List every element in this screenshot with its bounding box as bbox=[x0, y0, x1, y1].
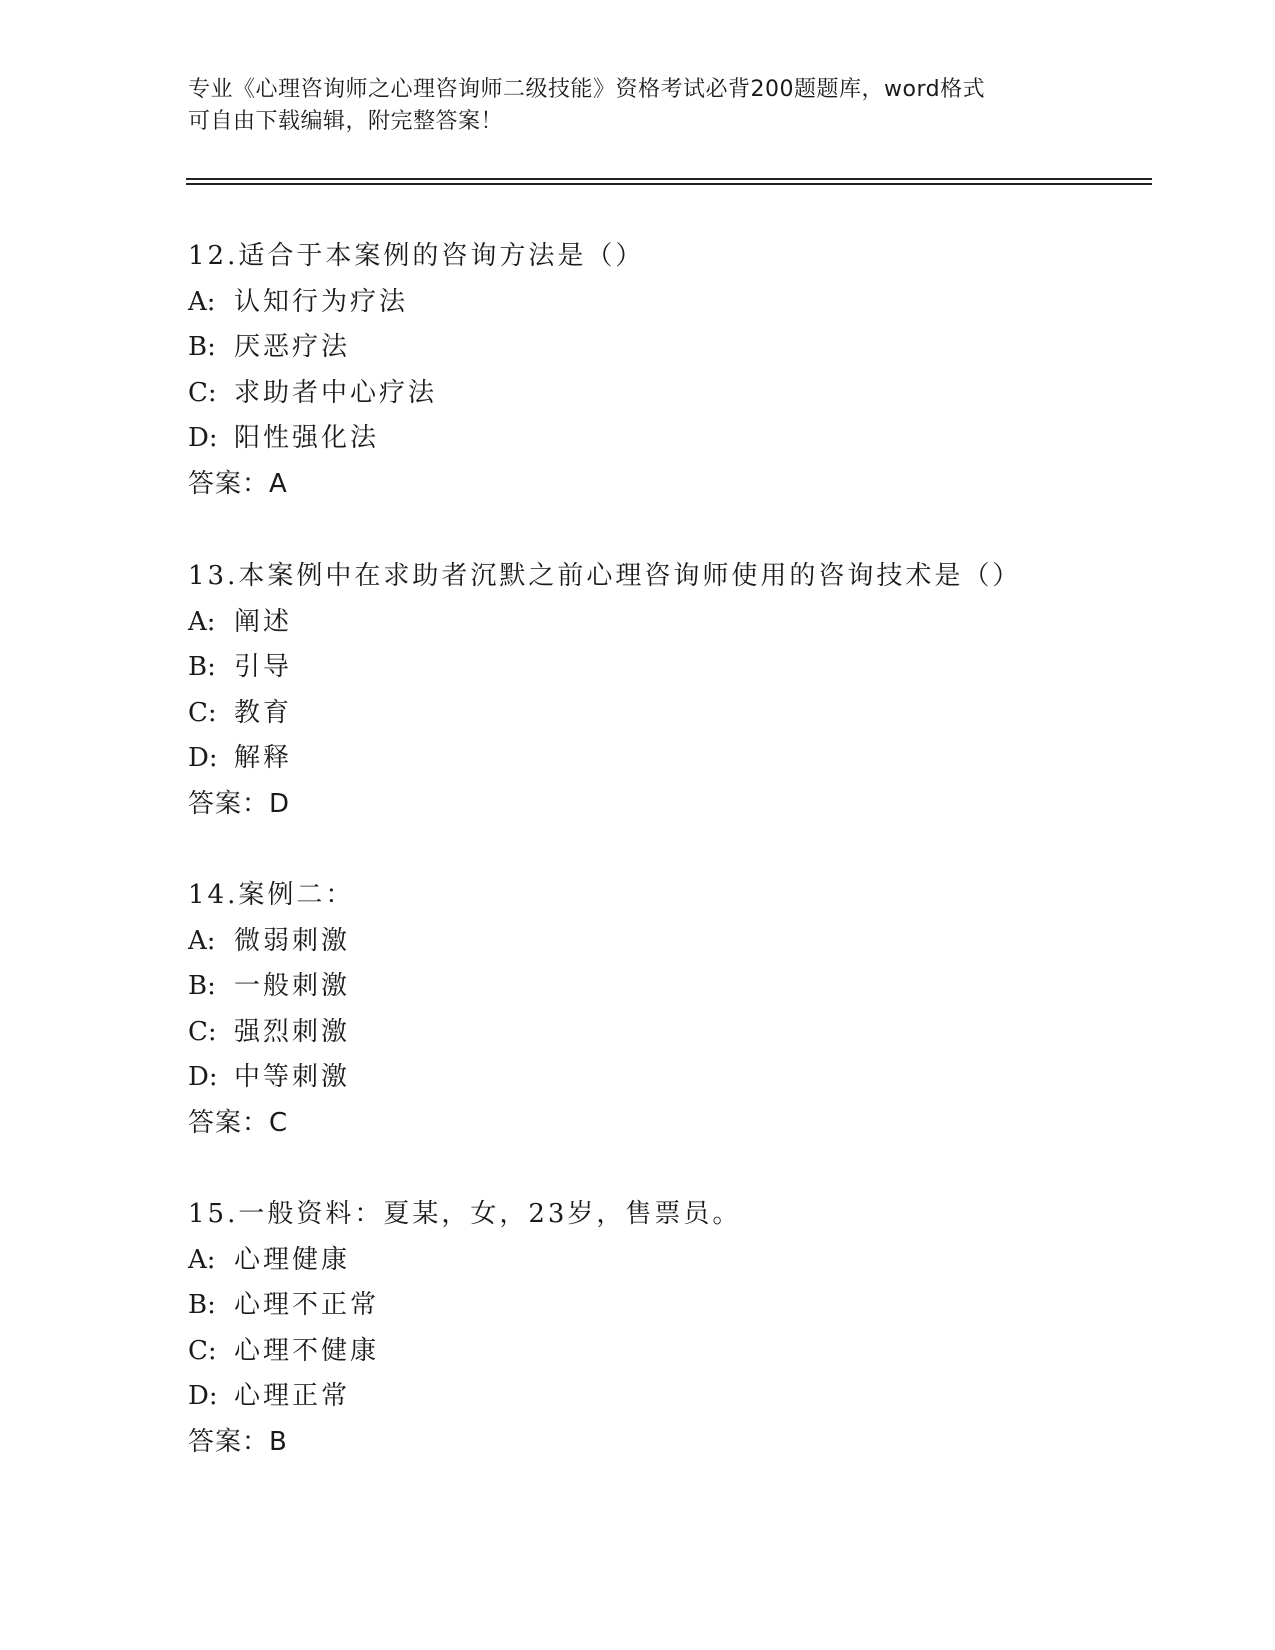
option-prefix: D: bbox=[188, 743, 218, 773]
option-prefix: B: bbox=[188, 652, 216, 682]
option-d bbox=[188, 1374, 1148, 1420]
option-prefix: C: bbox=[188, 697, 217, 728]
question-13 bbox=[188, 554, 1148, 827]
option-text: 解释 bbox=[234, 743, 293, 773]
option-prefix: A: bbox=[188, 606, 216, 637]
option-a bbox=[188, 600, 1148, 646]
option-prefix: D: bbox=[188, 1381, 218, 1411]
option-b bbox=[188, 645, 1148, 691]
header-line-2: 可自由下载编辑，附完整答案！ bbox=[188, 109, 504, 134]
option-prefix: A: bbox=[188, 925, 216, 956]
option-c bbox=[188, 1329, 1148, 1375]
question-stem: 15.一般资料：夏某，女，23岁，售票员。 bbox=[188, 1199, 742, 1229]
option-prefix: C: bbox=[188, 1016, 217, 1047]
document-header bbox=[188, 74, 1088, 138]
option-prefix: A: bbox=[188, 1244, 216, 1275]
option-text: 强烈刺激 bbox=[234, 1016, 351, 1047]
question-stem: 14.案例二： bbox=[188, 880, 355, 910]
header-line-1: 专业《心理咨询师之心理咨询师二级技能》资格考试必背200题题库，word格式 bbox=[188, 77, 986, 102]
answer-line: 答案：D bbox=[188, 788, 291, 819]
option-d bbox=[188, 1055, 1148, 1101]
option-text: 求助者中心疗法 bbox=[234, 377, 438, 408]
question-14 bbox=[188, 873, 1148, 1146]
option-d bbox=[188, 416, 1148, 462]
question-15 bbox=[188, 1192, 1148, 1465]
option-text: 中等刺激 bbox=[234, 1062, 351, 1092]
option-b bbox=[188, 964, 1148, 1010]
header-divider-top bbox=[186, 178, 1152, 180]
option-b bbox=[188, 1283, 1148, 1329]
header-divider-bottom bbox=[186, 183, 1152, 185]
option-c bbox=[188, 1010, 1148, 1056]
option-prefix: D: bbox=[188, 423, 218, 453]
option-b bbox=[188, 325, 1148, 371]
option-text: 教育 bbox=[234, 697, 293, 728]
option-c bbox=[188, 691, 1148, 737]
option-prefix: C: bbox=[188, 1335, 217, 1366]
option-a bbox=[188, 280, 1148, 326]
question-stem: 13.本案例中在求助者沉默之前心理咨询师使用的咨询技术是（） bbox=[188, 561, 1022, 591]
option-prefix: B: bbox=[188, 1290, 216, 1320]
option-prefix: B: bbox=[188, 971, 216, 1001]
option-text: 微弱刺激 bbox=[234, 925, 351, 956]
option-text: 心理不健康 bbox=[234, 1335, 380, 1366]
option-text: 心理正常 bbox=[234, 1381, 351, 1411]
option-text: 阐述 bbox=[234, 606, 293, 637]
option-c bbox=[188, 371, 1148, 417]
option-text: 阳性强化法 bbox=[234, 423, 380, 453]
question-stem: 12.适合于本案例的咨询方法是（） bbox=[188, 241, 645, 271]
answer-line: 答案：B bbox=[188, 1426, 288, 1457]
option-a bbox=[188, 1238, 1148, 1284]
option-text: 认知行为疗法 bbox=[234, 286, 409, 317]
question-12 bbox=[188, 234, 1148, 507]
option-text: 心理不正常 bbox=[234, 1290, 380, 1320]
option-prefix: B: bbox=[188, 332, 216, 362]
option-text: 一般刺激 bbox=[234, 971, 351, 1001]
option-d bbox=[188, 736, 1148, 782]
option-a bbox=[188, 919, 1148, 965]
answer-line: 答案：C bbox=[188, 1107, 289, 1138]
option-text: 引导 bbox=[234, 652, 293, 682]
answer-line: 答案：A bbox=[188, 468, 288, 499]
option-prefix: C: bbox=[188, 377, 217, 408]
option-prefix: D: bbox=[188, 1062, 218, 1092]
option-text: 心理健康 bbox=[234, 1244, 351, 1275]
option-prefix: A: bbox=[188, 286, 216, 317]
option-text: 厌恶疗法 bbox=[234, 332, 351, 362]
